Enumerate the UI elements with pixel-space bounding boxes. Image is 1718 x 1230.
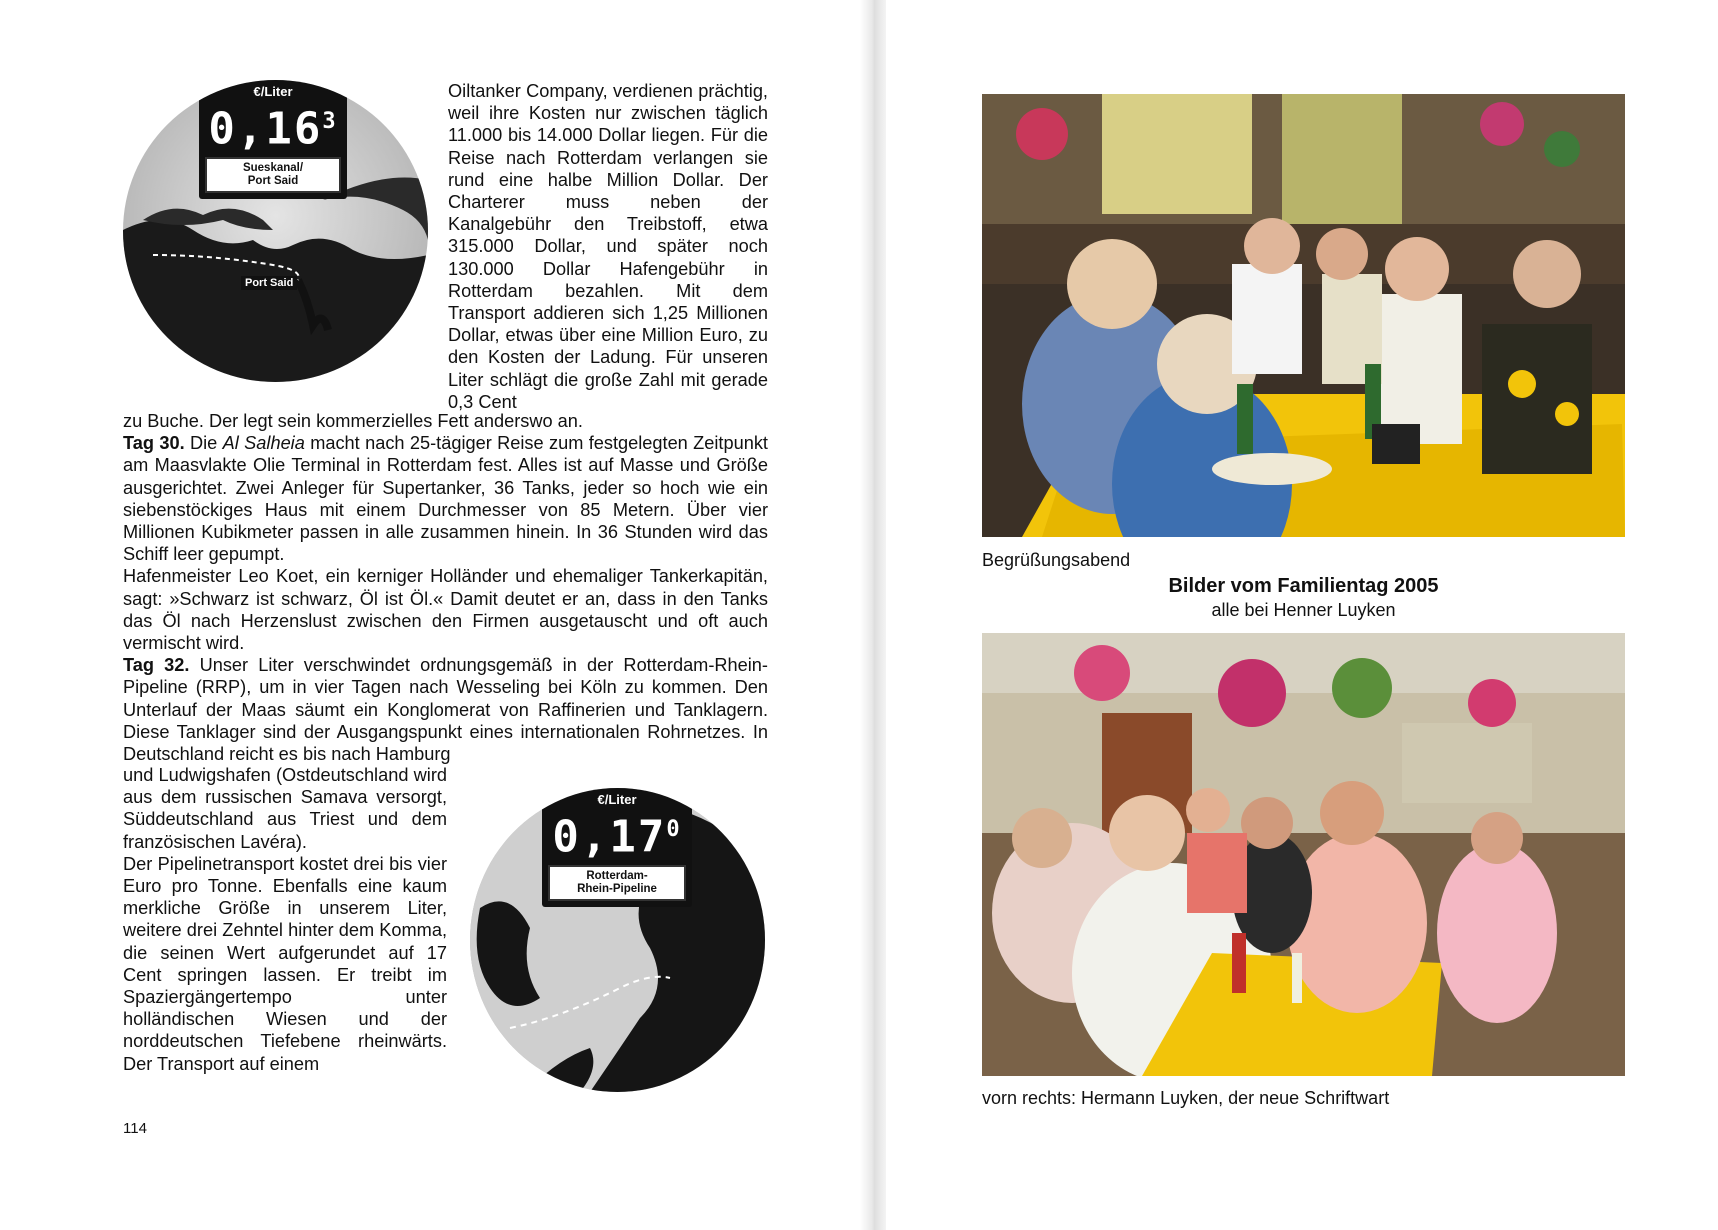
paragraph-pipeline: Der Pipelinetransport kostet drei bis vier Euro pro Tonne. Ebenfalls eine kaum merkliche Größe in unserem Liter, weitere drei Zehntel hinter dem Komma, die seinen Wert aufgerundet auf 17 Cent springen lassen. Er treibt im Spaziergängertempo unter holländischen Wiesen und der norddeutschen Tiefebene rheinwärts. Der Transport auf einem xyxy=(123,853,447,1074)
price-sign xyxy=(542,788,692,907)
day-30-pre: Die xyxy=(189,433,218,454)
price-main: 0,16 xyxy=(208,103,323,155)
price-value xyxy=(199,99,347,153)
price-badge-rotterdam xyxy=(470,788,765,1092)
location-line-1: Rotterdam- xyxy=(586,869,648,882)
map-pin-label: Port Said xyxy=(241,276,297,290)
unit-label: €/Liter xyxy=(253,84,293,99)
photo-family-day-table xyxy=(982,633,1625,1076)
location-line-1: Sueskanal/ xyxy=(242,161,304,174)
text-column-bottom xyxy=(123,764,447,1075)
unit-label: €/Liter xyxy=(597,792,637,807)
paragraph-continuation: zu Buche. Der legt sein kommerzielles Fett anderswo an. xyxy=(123,411,583,431)
location-line-2: Rhein-Pipeline xyxy=(577,882,657,895)
photo-welcome-evening xyxy=(982,94,1625,537)
price-sign xyxy=(199,80,347,199)
book-gutter xyxy=(860,0,886,1230)
price-main: 0,17 xyxy=(552,811,667,863)
photo-caption-2: vorn rechts: Hermann Luyken, der neue Schriftwart xyxy=(982,1088,1390,1108)
paragraph-harbour-master: Hafenmeister Leo Koet, ein kerniger Holländer und ehemaliger Tankerkapitän, sagt: »Schwarz ist schwarz, Öl ist Öl.« Damit deutet er an, dass in den Tanks das Öl nach Herzenslust zwischen den Firmen ausgetauscht und oft auch vermischt wird. xyxy=(123,566,768,654)
day-30-text: macht nach 25-tägiger Reise zum festgelegten Zeitpunkt am Maasvlakte Olie Terminal in Rotterdam fest. Alles ist auf Masse und Größe ausgerichtet. Zwei Anleger für Supertanker, 36 Tanks, jeder so hoch wie ein siebenstöckiges Haus mit einem Durchmesser von 85 Metern. Über vier Millionen Kubikmeter passen in alle zusammen hinein. In 36 Stunden wird das Schiff leer gepumpt. xyxy=(123,433,768,565)
price-sup: 3 xyxy=(322,109,338,134)
price-sup: 0 xyxy=(666,817,682,842)
day-30-label: Tag 30. xyxy=(123,433,185,454)
ship-name: Al Salheia xyxy=(222,433,305,454)
location-label xyxy=(548,865,686,901)
text-column-full xyxy=(123,410,768,765)
paragraph-charter-costs: Oiltanker Company, verdienen prächtig, weil ihre Kosten nur zwischen täglich 11.000 bis 14.000 Dollar liegen. Für die Reise nach Rotterdam verlangen sie rund eine halbe Million Dollar. Der Charterer muss neben der Kanalgebühr den Treibstoff, etwa 315.000 Dollar, und später noch 130.000 Dollar Hafengebühr in Rotterdam bezahlen. Mit dem Transport addieren sich 1,25 Millionen Dollar, etwas über eine Million Euro, zu den Kosten der Ladung. Für unseren Liter schlägt die große Zahl mit gerade 0,3 Cent xyxy=(448,81,768,412)
paragraph-ludwigshafen: und Ludwigshafen (Ostdeutschland wird aus dem russischen Samava versorgt, Süddeutschland aus Triest und dem französischen Lavéra). xyxy=(123,765,447,852)
photo-caption-1: Begrüßungsabend xyxy=(982,550,1131,570)
paragraph-day-30 xyxy=(123,432,768,565)
location-line-2: Port Said xyxy=(247,174,299,187)
price-value xyxy=(542,807,692,861)
page-number: 114 xyxy=(123,1120,147,1137)
section-heading: Bilder vom Familientag 2005 xyxy=(1168,575,1439,597)
day-32-label: Tag 32. xyxy=(123,655,190,676)
text-column-top xyxy=(448,80,768,413)
location-label xyxy=(205,157,341,193)
section-subheading: alle bei Henner Luyken xyxy=(1211,600,1396,620)
paragraph-day-32 xyxy=(123,654,768,765)
price-badge-port-said xyxy=(123,80,428,382)
day-32-text: Unser Liter verschwindet ordnungsgemäß in der Rotterdam-Rhein-Pipeline (RRP), um in vier Tagen nach Wesseling bei Köln zu kommen. Den Unterlauf der Maas säumt ein Konglomerat von Raffinerien und Tanklagern. Diese Tanklager sind der Ausgangspunkt eines internationalen Rohrnetzes. In Deutschland reicht es bis nach Hamburg xyxy=(123,655,768,765)
